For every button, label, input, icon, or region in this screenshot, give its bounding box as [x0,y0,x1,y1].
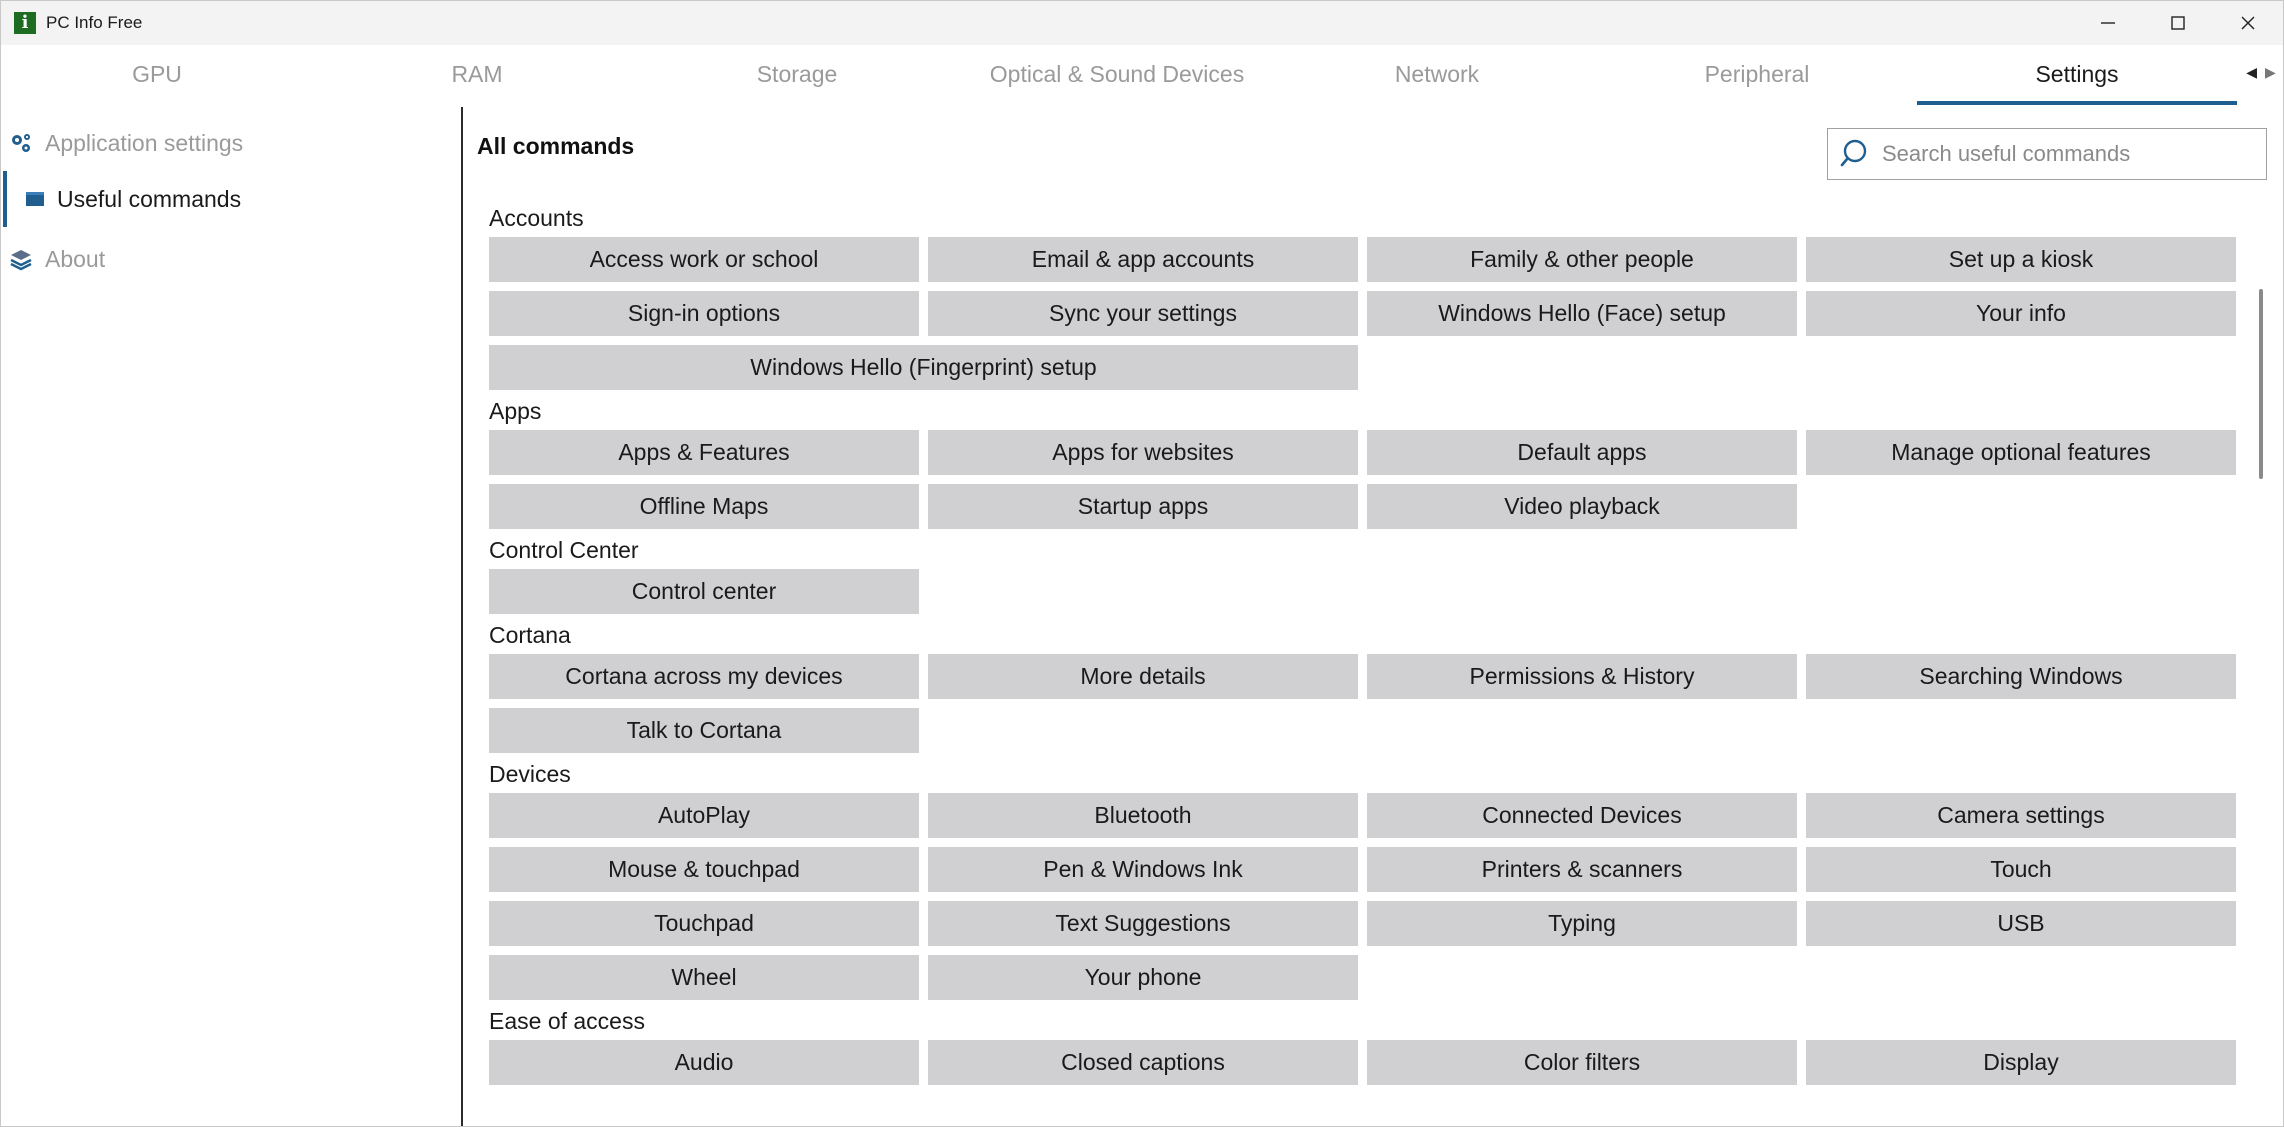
sidebar-item-application-settings[interactable] [1,117,461,169]
layers-icon [9,247,33,271]
command-button[interactable]: Windows Hello (Fingerprint) setup [489,345,1358,390]
command-button[interactable]: Windows Hello (Face) setup [1367,291,1797,336]
command-button[interactable]: Video playback [1367,484,1797,529]
close-button[interactable] [2213,1,2283,45]
command-button[interactable]: Manage optional features [1806,430,2236,475]
selection-indicator [3,171,7,227]
command-button[interactable]: Your phone [928,955,1358,1000]
tab-bar [1,45,2283,107]
command-button[interactable]: Permissions & History [1367,654,1797,699]
search-input[interactable] [1882,141,2262,167]
command-button[interactable]: Default apps [1367,430,1797,475]
command-button[interactable]: Offline Maps [489,484,919,529]
command-button[interactable]: Cortana across my devices [489,654,919,699]
command-button[interactable]: Email & app accounts [928,237,1358,282]
command-button[interactable]: Your info [1806,291,2236,336]
command-button[interactable]: Color filters [1367,1040,1797,1085]
sidebar-item-useful-commands[interactable] [1,173,461,225]
command-button[interactable]: AutoPlay [489,793,919,838]
group-grid-devices [489,793,2239,1000]
command-button[interactable]: Sign-in options [489,291,919,336]
tab-scroll-arrows [2239,57,2283,87]
sidebar-item-label: About [45,245,106,272]
minimize-icon [2100,15,2116,31]
page-title: All commands [477,133,635,159]
gears-icon [9,131,33,155]
group-grid-accounts [489,237,2239,390]
commands-list [489,199,2239,1127]
group-title-accounts: Accounts [489,205,584,231]
window-icon [23,187,47,211]
command-button[interactable]: Camera settings [1806,793,2236,838]
group-grid-apps [489,430,2239,529]
sidebar [1,107,463,1127]
tab-settings[interactable]: Settings [2035,60,2119,87]
tab-ram[interactable]: RAM [451,60,503,87]
tab-scroll-right-icon[interactable]: ▶ [2265,63,2276,80]
group-grid-ease-of-access [489,1040,2239,1085]
command-button[interactable]: Mouse & touchpad [489,847,919,892]
command-button[interactable]: Printers & scanners [1367,847,1797,892]
command-button[interactable]: Audio [489,1040,919,1085]
command-button[interactable]: Closed captions [928,1040,1358,1085]
command-button[interactable]: Text Suggestions [928,901,1358,946]
command-button[interactable]: Talk to Cortana [489,708,919,753]
app-logo-icon: i [14,12,36,34]
title-bar[interactable] [1,1,2283,45]
command-button[interactable]: Set up a kiosk [1806,237,2236,282]
active-tab-indicator [1917,101,2237,105]
command-button[interactable]: Touchpad [489,901,919,946]
command-button[interactable]: More details [928,654,1358,699]
command-button[interactable]: Startup apps [928,484,1358,529]
group-grid-cortana [489,654,2239,753]
tab-gpu[interactable]: GPU [132,60,182,87]
search-box[interactable] [1827,128,2267,180]
window-controls [2073,1,2283,45]
close-icon [2240,15,2256,31]
tab-network[interactable]: Network [1394,60,1480,87]
main-panel [465,107,2284,1127]
command-button[interactable]: Bluetooth [928,793,1358,838]
command-button[interactable]: Sync your settings [928,291,1358,336]
group-title-ease-of-access: Ease of access [489,1008,645,1034]
maximize-button[interactable] [2143,1,2213,45]
command-button[interactable]: Display [1806,1040,2236,1085]
tab-optical-sound[interactable]: Optical & Sound Devices [989,60,1245,87]
tab-scroll-left-icon[interactable]: ◀ [2246,63,2257,80]
group-title-control-center: Control Center [489,537,639,563]
window-title: PC Info Free [46,13,143,32]
group-title-cortana: Cortana [489,622,571,648]
search-icon [1840,137,1874,171]
command-button[interactable]: Apps for websites [928,430,1358,475]
tab-peripheral[interactable]: Peripheral [1704,60,1810,87]
sidebar-item-label: Application settings [45,129,244,156]
vertical-scrollbar[interactable] [2253,185,2271,1127]
command-button[interactable]: Wheel [489,955,919,1000]
tab-storage[interactable]: Storage [756,60,838,87]
command-button[interactable]: Connected Devices [1367,793,1797,838]
sidebar-item-label: Useful commands [57,185,242,212]
command-button[interactable]: Control center [489,569,919,614]
scrollbar-thumb[interactable] [2259,289,2263,479]
group-title-devices: Devices [489,761,571,787]
command-button[interactable]: Typing [1367,901,1797,946]
command-button[interactable]: Searching Windows [1806,654,2236,699]
group-grid-control-center [489,569,2239,614]
command-button[interactable]: USB [1806,901,2236,946]
command-button[interactable]: Touch [1806,847,2236,892]
group-title-apps: Apps [489,398,542,424]
maximize-icon [2170,15,2186,31]
command-button[interactable]: Family & other people [1367,237,1797,282]
command-button[interactable]: Apps & Features [489,430,919,475]
command-button[interactable]: Access work or school [489,237,919,282]
minimize-button[interactable] [2073,1,2143,45]
command-button[interactable]: Pen & Windows Ink [928,847,1358,892]
sidebar-item-about[interactable] [1,233,461,285]
